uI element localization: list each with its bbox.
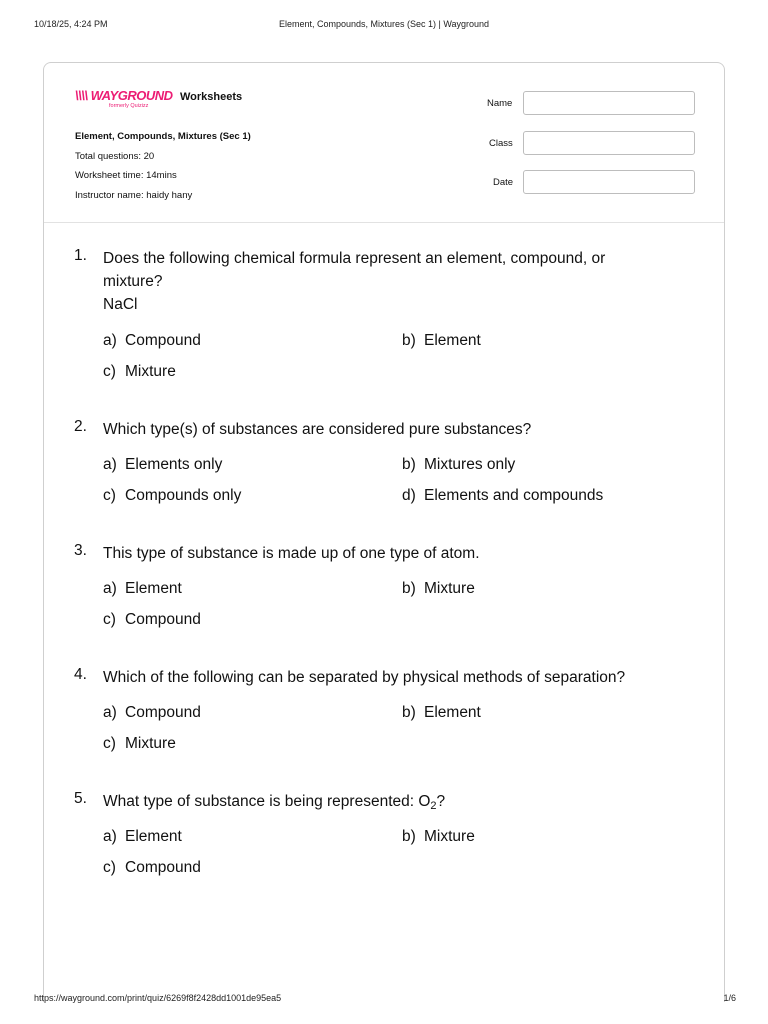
option-text: Element [125,828,182,845]
class-field[interactable] [523,131,695,155]
class-label: Class [489,138,513,149]
option-letter: d) [402,487,416,504]
option-letter: b) [402,456,416,473]
option-text: Mixture [424,580,475,597]
option-text: Elements only [125,456,223,473]
section-label: Worksheets [180,91,243,103]
question-number: 3. [74,542,87,559]
option-letter: b) [402,580,416,597]
option-b[interactable] [402,332,481,350]
print-header [0,19,768,33]
logo-subtext: formerly Quizizz [109,103,149,109]
option-letter: c) [103,859,116,876]
question-mark: ? [436,793,446,810]
question-number: 5. [74,790,87,807]
option-a[interactable] [103,580,182,598]
option-a[interactable] [103,332,201,350]
option-text: Compound [125,332,201,349]
option-d[interactable] [402,487,603,505]
option-text: Element [125,580,182,597]
question-text: Does the following chemical formula represent an element, compound, or mixture? [103,250,606,290]
option-letter: c) [103,487,116,504]
print-datetime: 10/18/25, 4:24 PM [34,19,108,29]
question-text: What type of substance is being represented: O [103,793,431,810]
option-letter: a) [103,828,117,845]
option-c[interactable] [103,735,176,753]
worksheet-time: Worksheet time: 14mins [75,170,177,181]
option-b[interactable] [402,828,475,846]
option-a[interactable] [103,704,201,722]
option-text: Elements and compounds [424,487,604,504]
date-field[interactable] [523,170,695,194]
question-stem: This type of substance is made up of one type of atom. [103,545,480,562]
total-questions: Total questions: 20 [75,150,155,162]
instructor-name: Instructor name: haidy hany [75,189,193,201]
option-text: Compound [125,704,201,721]
option-text: Element [424,704,481,721]
question-number: 2. [74,418,87,435]
worksheet-meta [75,127,251,205]
logo-text: WAYGROUND [90,88,173,103]
question-stem: Which of the following can be separated by physical methods of separation? [103,669,626,686]
option-letter: a) [103,332,117,349]
option-c[interactable] [103,611,201,629]
option-text: Compound [125,611,201,628]
name-field[interactable] [523,91,695,115]
worksheet-card [43,62,725,1002]
worksheet-header [44,63,724,223]
option-text: Mixtures only [424,456,516,473]
option-text: Compounds only [125,487,242,504]
question-stem: Which type(s) of substances are considered pure substances? [103,421,532,438]
page-number: 1/6 [723,993,736,1003]
option-letter: c) [103,611,116,628]
print-title: Element, Compounds, Mixtures (Sec 1) | Wayground [278,19,490,29]
subscript: 2 [430,800,437,812]
option-text: Mixture [424,828,475,845]
option-letter: a) [103,456,117,473]
option-text: Element [424,332,481,349]
question-stem [103,790,663,818]
print-url: https://wayground.com/print/quiz/6269f8f2428dd1001de95ea5 [34,993,282,1003]
option-a[interactable] [103,456,222,474]
logo-mark [75,88,173,103]
option-letter: b) [402,704,416,721]
option-text: Compound [125,859,201,876]
question-number: 1. [74,247,87,264]
option-c[interactable] [103,859,201,877]
question-number: 4. [74,666,87,683]
print-footer [0,993,768,1007]
worksheet-title: Element, Compounds, Mixtures (Sec 1) [75,131,251,142]
option-c[interactable] [103,487,241,505]
option-b[interactable] [402,580,475,598]
option-letter: b) [402,828,416,845]
option-letter: c) [103,363,116,380]
wayground-logo [75,88,173,112]
option-a[interactable] [103,828,182,846]
option-letter: a) [103,704,117,721]
option-letter: b) [402,332,416,349]
option-letter: a) [103,580,117,597]
date-label: Date [493,177,514,188]
question-stem [103,247,663,316]
logo-bars-icon: \\\\ [75,88,88,103]
question-formula: NaCl [103,296,138,313]
option-text: Mixture [125,363,176,380]
name-label: Name [487,98,513,109]
option-letter: c) [103,735,116,752]
option-text: Mixture [125,735,176,752]
option-b[interactable] [402,704,481,722]
option-b[interactable] [402,456,515,474]
option-c[interactable] [103,363,176,381]
